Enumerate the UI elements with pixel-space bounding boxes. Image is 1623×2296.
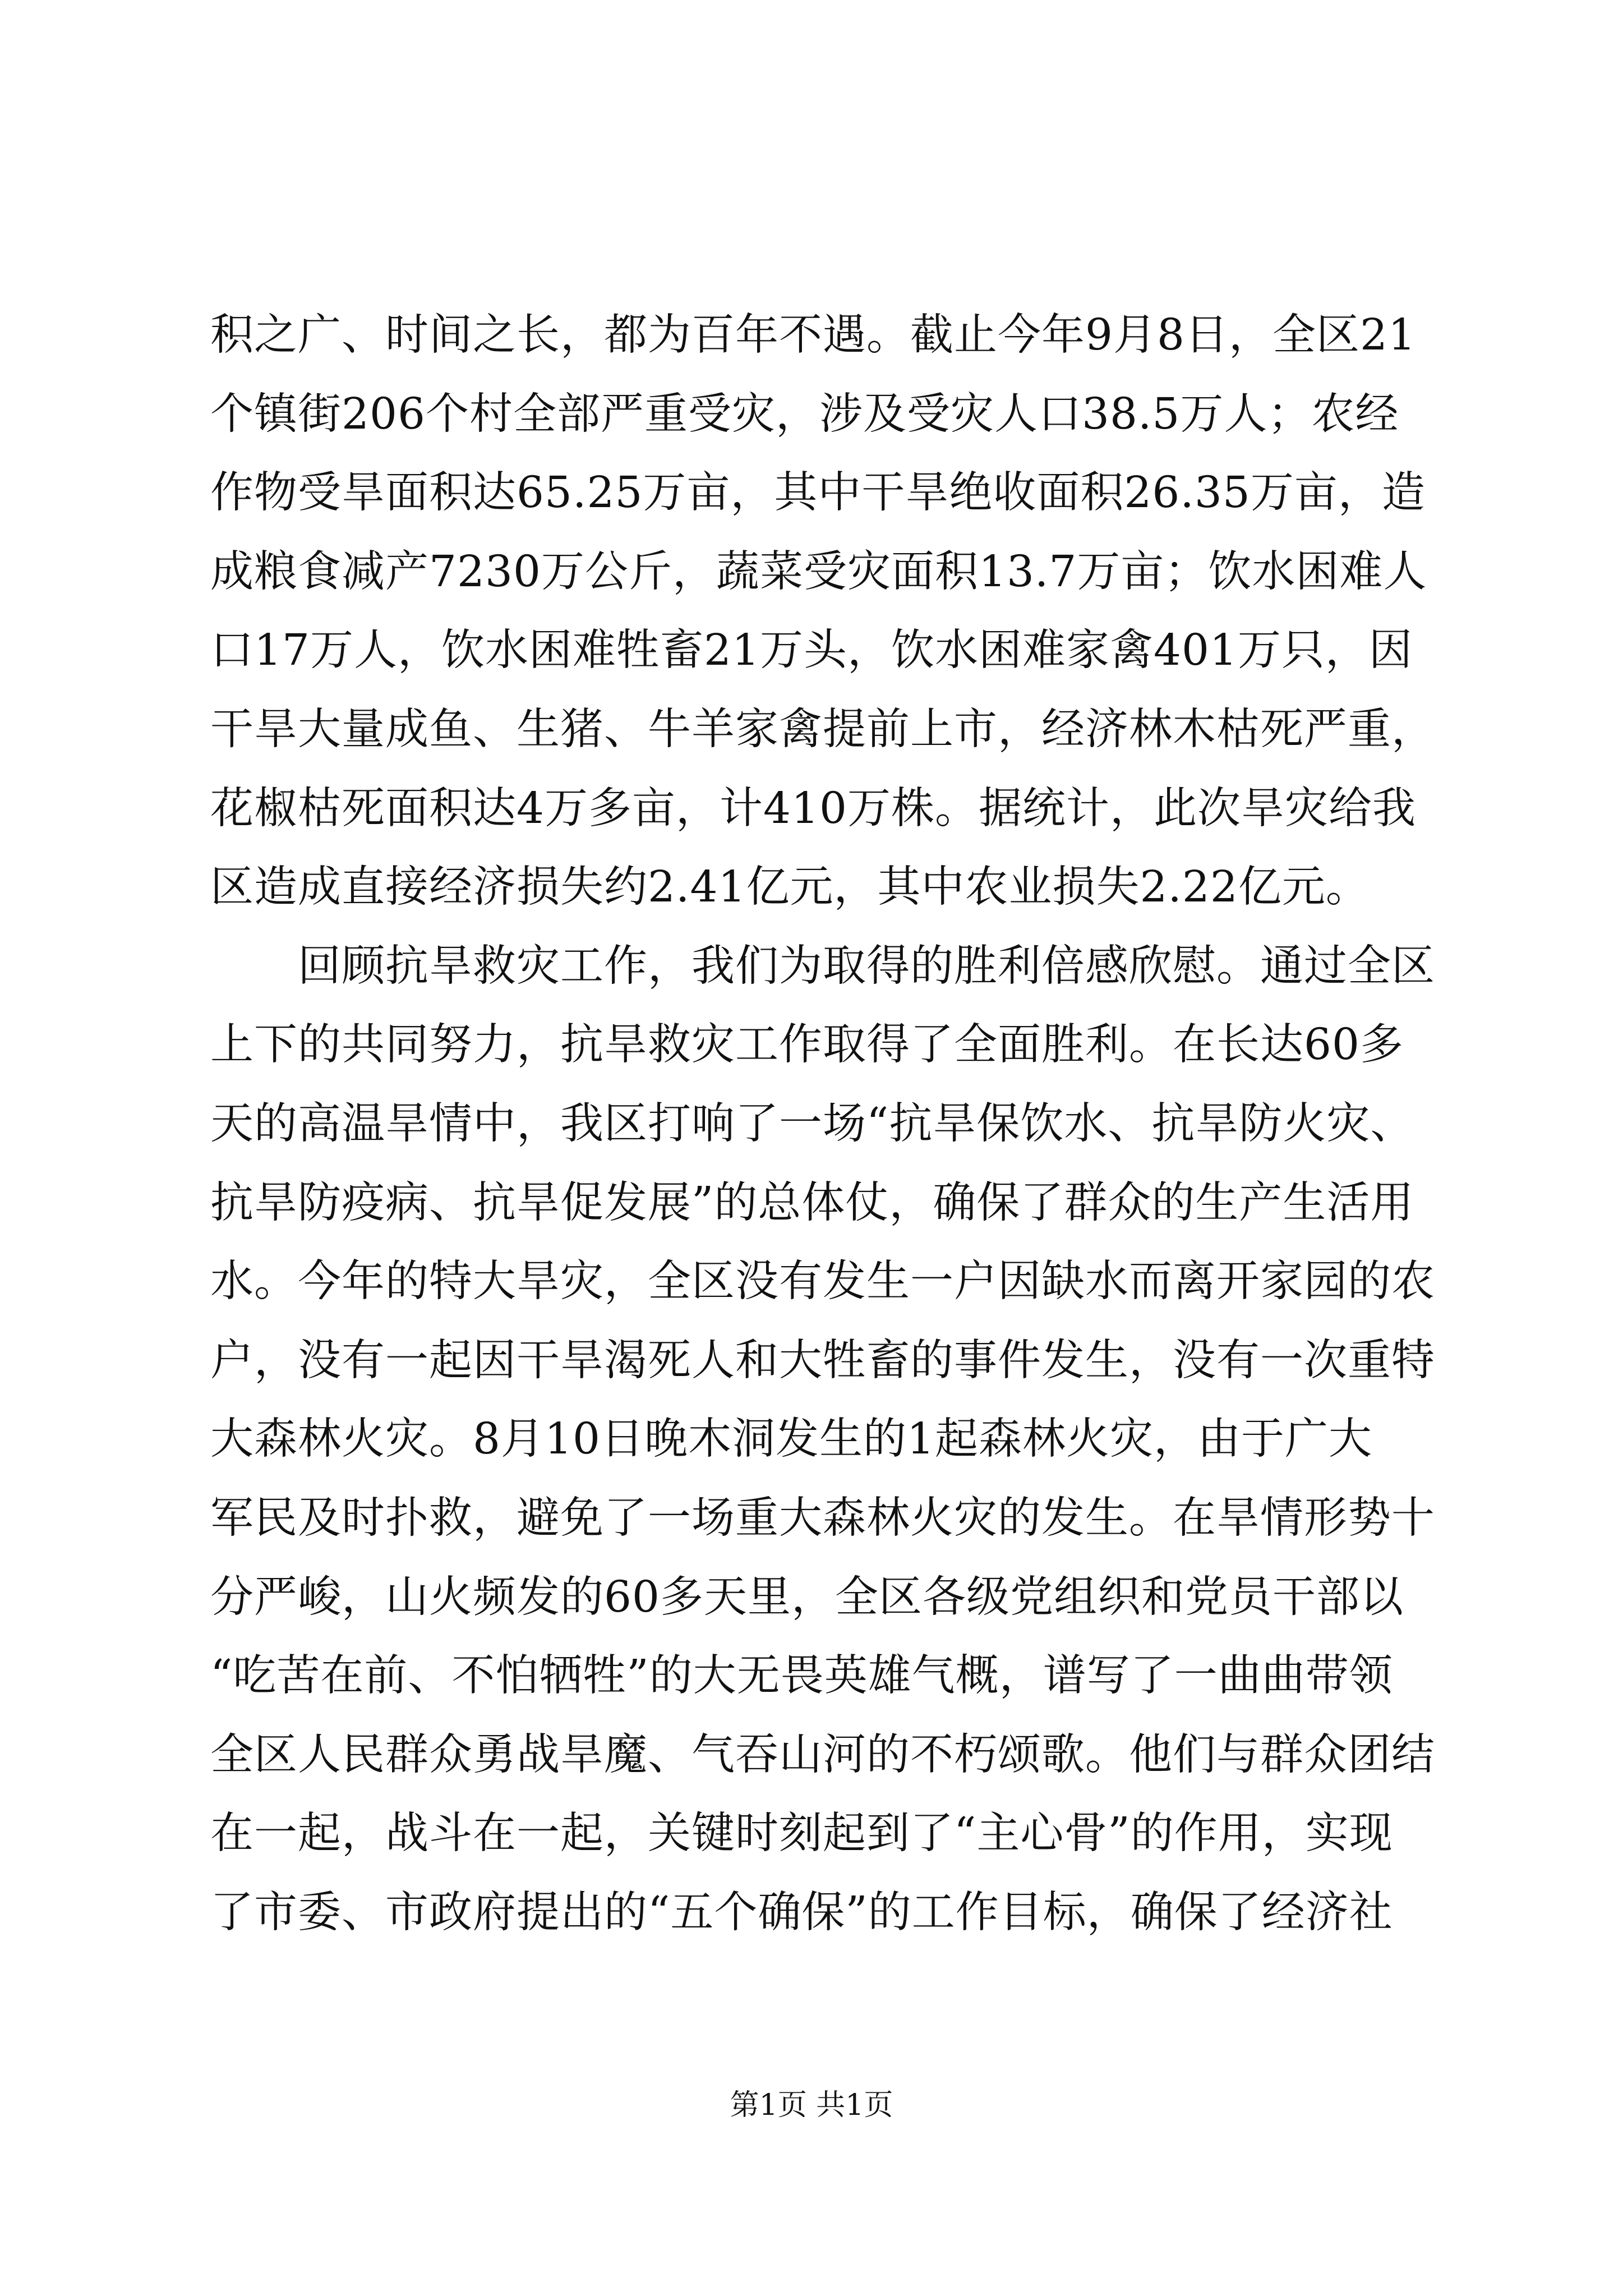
text-line: 干旱大量成鱼、生猪、牛羊家禽提前上市，经济林木枯死严重， <box>210 704 1435 754</box>
text-line: 成粮食减产7230万公斤，蔬菜受灾面积13.7万亩；饮水困难人 <box>210 546 1427 597</box>
text-line: 区造成直接经济损失约2.41亿元，其中农业损失2.22亿元。 <box>210 862 1370 913</box>
text-line: 抗旱防疫病、抗旱促发展”的总体仗，确保了群众的生产生活用 <box>210 1177 1414 1228</box>
text-line: 个镇街206个村全部严重受灾，涉及受灾人口38.5万人；农经 <box>210 389 1399 439</box>
text-line: 天的高温旱情中，我区打响了一场“抗旱保饮水、抗旱防火灾、 <box>210 1098 1414 1149</box>
text-line: 水。今年的特大旱灾，全区没有发生一户因缺水而离开家园的农 <box>210 1257 1435 1307</box>
text-line: 作物受旱面积达65.25万亩，其中干旱绝收面积26.35万亩，造 <box>210 468 1426 518</box>
text-line: 上下的共同努力，抗旱救灾工作取得了全面胜利。在长达60多 <box>210 1020 1404 1070</box>
text-line: 大森林火灾。8月10日晚木洞发生的1起森林火灾，由于广大 <box>210 1414 1372 1465</box>
paragraph-start-line: 回顾抗旱救灾工作，我们为取得的胜利倍感欣慰。通过全区 <box>210 941 1435 991</box>
text-line: 花椒枯死面积达4万多亩，计410万株。据统计，此次旱灾给我 <box>210 783 1416 834</box>
text-line: 了市委、市政府提出的“五个确保”的工作目标，确保了经济社 <box>210 1887 1393 1938</box>
text-line: 军民及时扑救，避免了一场重大森林火灾的发生。在旱情形势十 <box>210 1493 1435 1543</box>
text-line: 口17万人，饮水困难牲畜21万头，饮水困难家禽401万只，因 <box>210 625 1413 676</box>
text-line: 户，没有一起因干旱渴死人和大牲畜的事件发生，没有一次重特 <box>210 1335 1435 1386</box>
text-line: 分严峻，山火频发的60多天里，全区各级党组织和党员干部以 <box>210 1572 1404 1622</box>
text-line: “吃苦在前、不怕牺牲”的大无畏英雄气概，谱写了一曲曲带领 <box>210 1651 1393 1701</box>
body-text <box>210 296 1435 1952</box>
text-line: 全区人民群众勇战旱魔、气吞山河的不朽颂歌。他们与群众团结 <box>210 1729 1435 1780</box>
text-line: 在一起，战斗在一起，关键时刻起到了“主心骨”的作用，实现 <box>210 1809 1393 1859</box>
page-footer: 第1页 共1页 <box>730 2088 893 2122</box>
text-line: 积之广、时间之长，都为百年不遇。截止今年9月8日，全区21 <box>210 310 1416 360</box>
